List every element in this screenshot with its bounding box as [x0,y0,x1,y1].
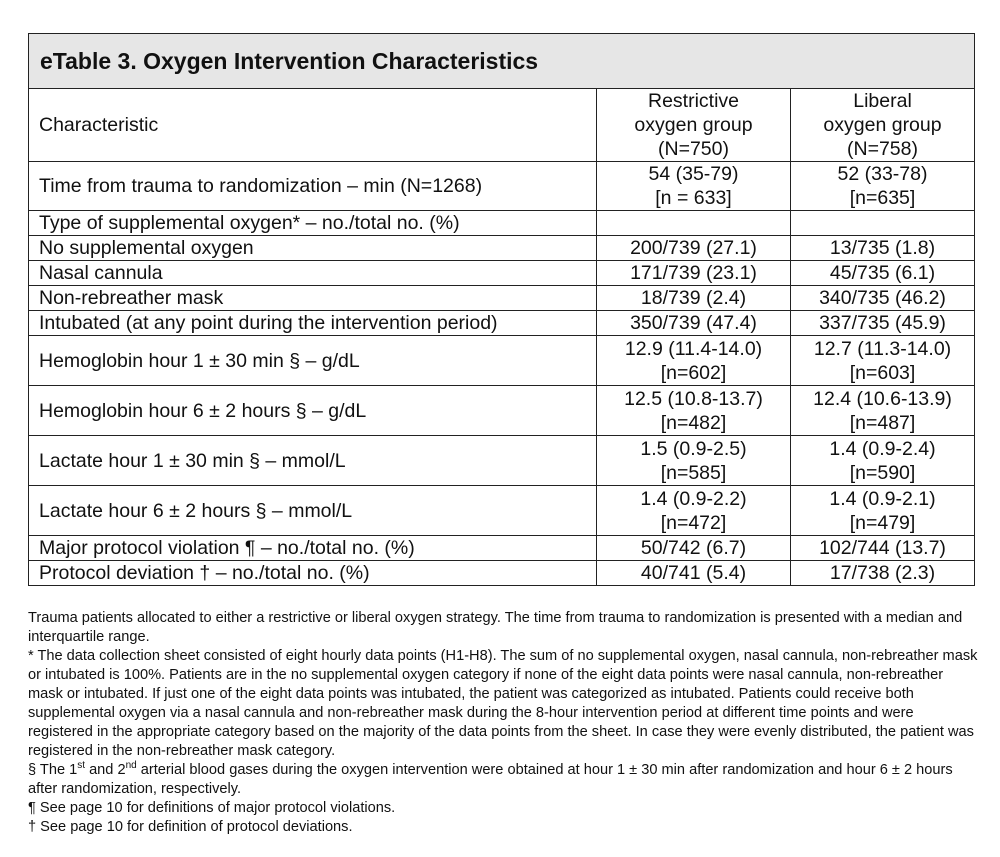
row-label: Intubated (at any point during the intervention period) [29,311,597,336]
column-header-characteristic: Characteristic [29,89,597,162]
table-row [29,311,975,336]
table-row [29,211,975,236]
row-label: Major protocol violation ¶ – no./total no. (%) [29,536,597,561]
restrictive-value: 200/739 (27.1) [597,236,791,261]
table-row [29,236,975,261]
restrictive-value: 12.9 (11.4-14.0) [n=602] [597,336,791,386]
oxygen-intervention-table [28,33,975,586]
table-row [29,561,975,586]
liberal-value: 52 (33-78) [n=635] [791,162,975,211]
row-label: Time from trauma to randomization – min (N=1268) [29,162,597,211]
restrictive-value: 12.5 (10.8-13.7) [n=482] [597,386,791,436]
liberal-value: 1.4 (0.9-2.1) [n=479] [791,486,975,536]
table-row [29,386,975,436]
liberal-value: 1.4 (0.9-2.4) [n=590] [791,436,975,486]
row-label: Nasal cannula [29,261,597,286]
row-label: Lactate hour 6 ± 2 hours § – mmol/L [29,486,597,536]
column-header-restrictive: Restrictive oxygen group (N=750) [597,89,791,162]
footnote-dagger: † See page 10 for definition of protocol deviations. [28,819,353,835]
footnote-asterisk: * The data collection sheet consisted of eight hourly data points (H1-H8). The sum of no supplemental oxygen, nasal cannula, non-rebreather mask or intubated is 100%. Patients are in the no supplemental oxygen category if none of the eight data points were nasal cannula, non-rebreather mask or intubated. If just one of the eight data points was intubated, the patient was categorized as intubated. Patients could receive both supplemental oxygen via a nasal cannula and non-rebreather mask during the 8-hour intervention period at different time points and were registered in the appropriate category based on the majority of the data points from the sheet. In case they were evenly distributed, the patient was registered in the non-rebreather mask category. [28,648,978,759]
liberal-value: 17/738 (2.3) [791,561,975,586]
restrictive-value: 50/742 (6.7) [597,536,791,561]
table-row [29,436,975,486]
footnote-section: § The 1st and 2nd arterial blood gases during the oxygen intervention were obtained at hour 1 ± 30 min after randomization and hour 6 ± 2 hours after randomization, respectively. [28,760,953,797]
liberal-value: 340/735 (46.2) [791,286,975,311]
liberal-value: 12.4 (10.6-13.9) [n=487] [791,386,975,436]
row-label: Protocol deviation † – no./total no. (%) [29,561,597,586]
restrictive-value [597,211,791,236]
restrictive-value: 54 (35-79) [n = 633] [597,162,791,211]
table-row [29,162,975,211]
table-title: eTable 3. Oxygen Intervention Characteristics [29,34,975,89]
table-row [29,536,975,561]
liberal-value [791,211,975,236]
table-footnotes [28,609,978,837]
restrictive-value: 40/741 (5.4) [597,561,791,586]
restrictive-value: 18/739 (2.4) [597,286,791,311]
table-row [29,486,975,536]
liberal-value: 13/735 (1.8) [791,236,975,261]
row-label: Lactate hour 1 ± 30 min § – mmol/L [29,436,597,486]
row-label: Type of supplemental oxygen* – no./total no. (%) [29,211,597,236]
footnote-pilcrow: ¶ See page 10 for definitions of major protocol violations. [28,800,396,816]
row-label: Non-rebreather mask [29,286,597,311]
liberal-value: 337/735 (45.9) [791,311,975,336]
row-label: No supplemental oxygen [29,236,597,261]
restrictive-value: 171/739 (23.1) [597,261,791,286]
restrictive-value: 1.4 (0.9-2.2) [n=472] [597,486,791,536]
liberal-value: 12.7 (11.3-14.0) [n=603] [791,336,975,386]
liberal-value: 45/735 (6.1) [791,261,975,286]
row-label: Hemoglobin hour 1 ± 30 min § – g/dL [29,336,597,386]
row-label: Hemoglobin hour 6 ± 2 hours § – g/dL [29,386,597,436]
table-row [29,286,975,311]
table-row [29,261,975,286]
restrictive-value: 1.5 (0.9-2.5) [n=585] [597,436,791,486]
column-header-liberal: Liberal oxygen group (N=758) [791,89,975,162]
table-row [29,336,975,386]
restrictive-value: 350/739 (47.4) [597,311,791,336]
footnote-summary: Trauma patients allocated to either a restrictive or liberal oxygen strategy. The time from trauma to randomization is presented with a median and interquartile range. [28,610,963,645]
liberal-value: 102/744 (13.7) [791,536,975,561]
